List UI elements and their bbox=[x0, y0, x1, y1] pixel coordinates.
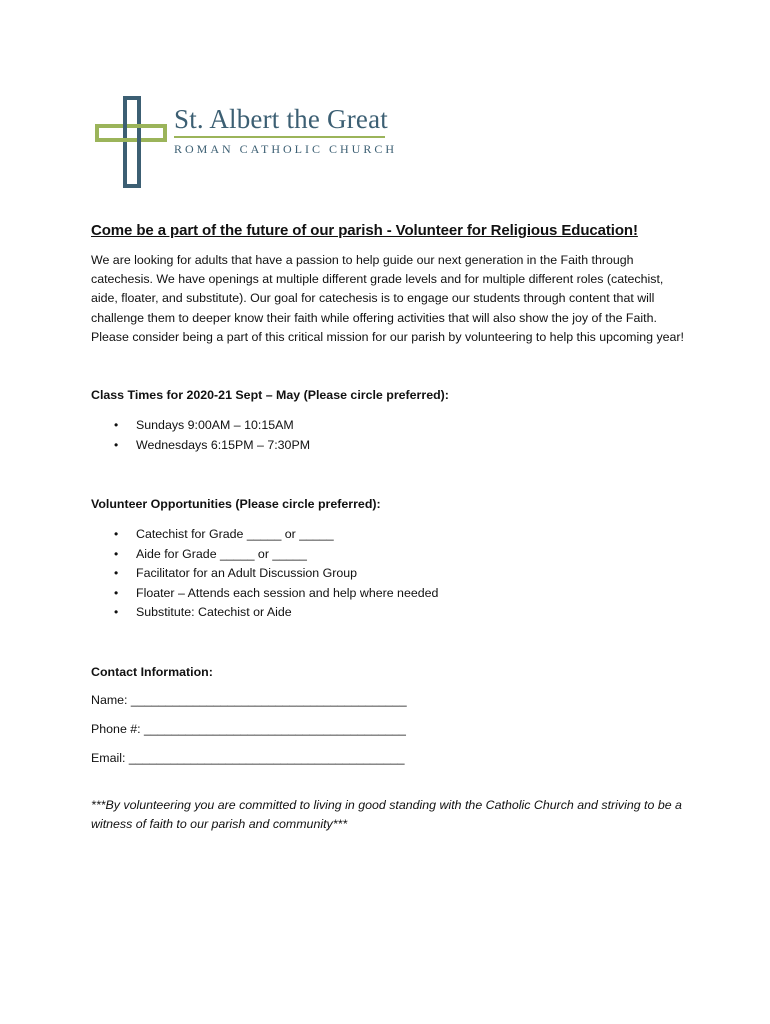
list-item bbox=[91, 584, 691, 604]
list-item-text: Wednesdays 6:15PM – 7:30PM bbox=[136, 437, 311, 452]
logo-subtitle: ROMAN CATHOLIC CHURCH bbox=[174, 142, 398, 156]
class-times-title: Class Times for 2020-21 Sept – May (Please circle preferred): bbox=[91, 388, 449, 403]
name-field[interactable]: Name: ________________________________________ bbox=[91, 692, 407, 707]
bullet-icon: • bbox=[114, 585, 119, 600]
logo-divider bbox=[174, 136, 385, 138]
phone-field[interactable]: Phone #: ______________________________________ bbox=[91, 721, 406, 736]
list-item-text: Aide for Grade _____ or _____ bbox=[136, 546, 307, 561]
commitment-note: ***By volunteering you are committed to living in good standing with the Catholic Church and striving to be a witness of faith to our parish and community*** bbox=[91, 797, 682, 832]
list-item-text: Substitute: Catechist or Aide bbox=[136, 605, 292, 620]
list-item bbox=[91, 436, 691, 456]
email-field[interactable]: Email: ________________________________________ bbox=[91, 750, 405, 765]
opportunities-section bbox=[91, 495, 691, 623]
class-times-list bbox=[91, 416, 691, 455]
bullet-icon: • bbox=[114, 527, 119, 542]
list-item bbox=[91, 564, 691, 584]
bullet-icon: • bbox=[114, 546, 119, 561]
list-item bbox=[91, 416, 691, 436]
contact-section bbox=[91, 663, 691, 768]
list-item bbox=[91, 525, 691, 545]
bullet-icon: • bbox=[114, 418, 119, 433]
class-times-section bbox=[91, 386, 691, 455]
contact-title: Contact Information: bbox=[91, 664, 213, 679]
parish-logo bbox=[94, 94, 398, 190]
list-item bbox=[91, 545, 691, 565]
bullet-icon: • bbox=[114, 566, 119, 581]
list-item-text: Catechist for Grade _____ or _____ bbox=[136, 527, 334, 542]
list-item bbox=[91, 603, 691, 623]
intro-paragraph: We are looking for adults that have a passion to help guide our next generation in the Faith through catechesis. We have openings at multiple different grade levels and for multiple different roles (catechist, aide, floater, and substitute). Our goal for catechesis is to engage our students through content that will challenge them to deeper know their faith while offering activities that will also show the joy of the Faith. Please consider being a part of this critical mission for our parish by volunteering to help this upcoming year! bbox=[91, 253, 684, 344]
flyer-content bbox=[91, 222, 691, 835]
bullet-icon: • bbox=[114, 437, 119, 452]
list-item-text: Sundays 9:00AM – 10:15AM bbox=[136, 418, 294, 433]
bullet-icon: • bbox=[114, 605, 119, 620]
list-item-text: Facilitator for an Adult Discussion Group bbox=[136, 566, 358, 581]
opportunities-title: Volunteer Opportunities (Please circle preferred): bbox=[91, 497, 381, 512]
opportunities-list bbox=[91, 525, 691, 623]
headline: Come be a part of the future of our parish - Volunteer for Religious Education! bbox=[91, 222, 638, 239]
cross-icon bbox=[94, 94, 174, 190]
logo-name: St. Albert the Great bbox=[174, 104, 388, 134]
list-item-text: Floater – Attends each session and help where needed bbox=[136, 585, 439, 600]
